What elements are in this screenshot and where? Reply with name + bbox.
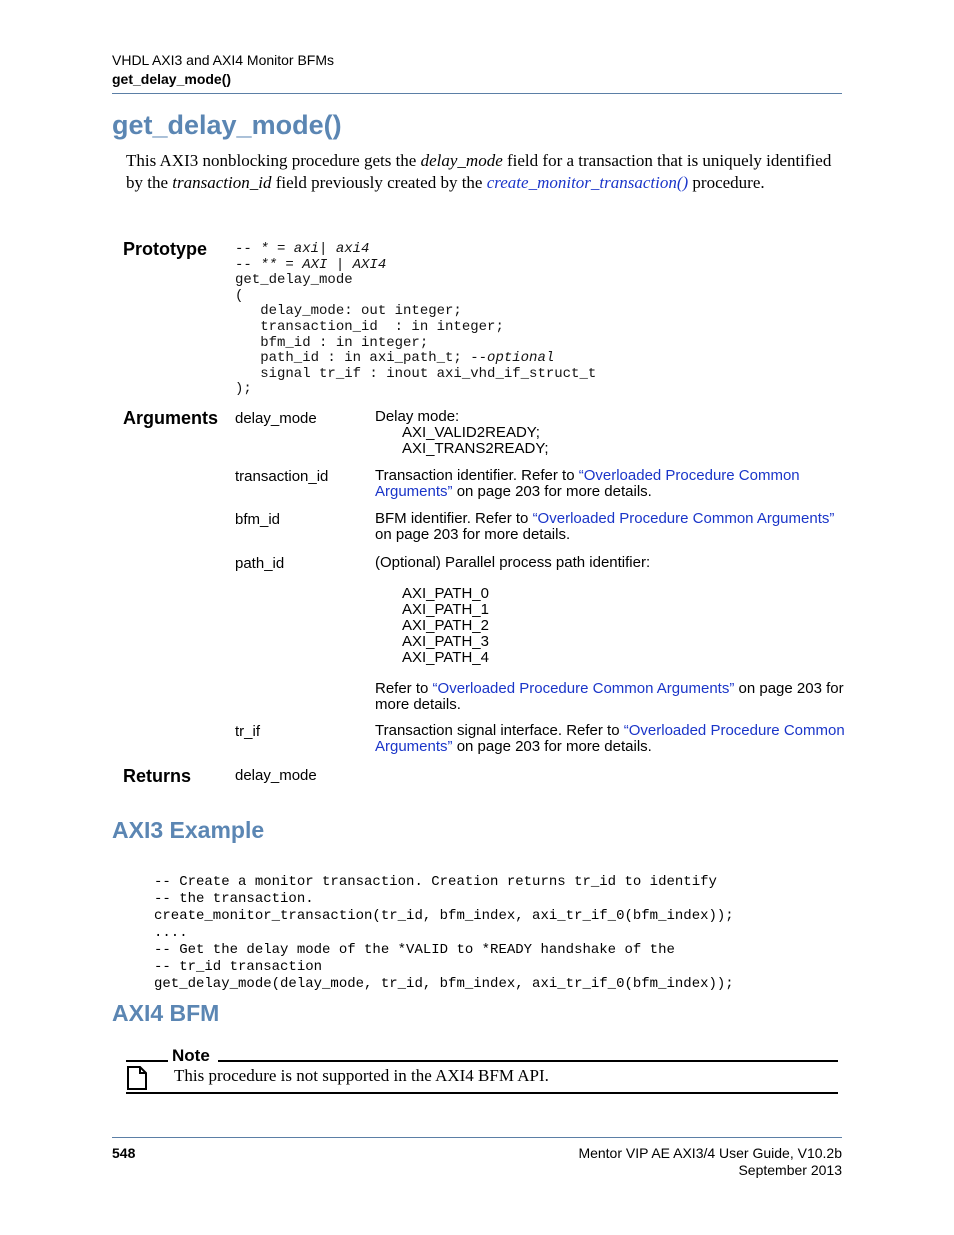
arg-text: Transaction identifier. Refer to bbox=[375, 467, 579, 484]
delay-mode-desc: Delay mode: bbox=[375, 408, 460, 425]
arg-name-transaction-id: transaction_id bbox=[235, 468, 329, 485]
arg-desc-bfm-id bbox=[375, 511, 845, 543]
prototype-close-paren: ); bbox=[235, 381, 252, 398]
arg-name-delay-mode: delay_mode bbox=[235, 410, 317, 427]
path-value: AXI_PATH_2 bbox=[402, 617, 489, 634]
example-code-line: get_delay_mode(delay_mode, tr_id, bfm_index, axi_tr_if_0(bfm_index)); bbox=[154, 976, 734, 992]
note-top-rule-left bbox=[126, 1060, 168, 1062]
overloaded-args-link[interactable]: “Overloaded Procedure Common Arguments” bbox=[532, 510, 835, 527]
arg-text: on page 203 for more details. bbox=[452, 738, 652, 755]
arg-desc-path-id bbox=[375, 555, 845, 713]
delay-mode-value: AXI_TRANS2READY; bbox=[402, 440, 549, 457]
arg-name-tr-if: tr_if bbox=[235, 723, 261, 740]
prototype-procedure-name: get_delay_mode bbox=[235, 272, 353, 289]
overloaded-args-link[interactable]: “Overloaded Procedure Common Arguments” bbox=[375, 722, 845, 755]
arg-desc-delay-mode bbox=[375, 409, 845, 457]
path-id-code: path_id : in axi_path_t; -- bbox=[235, 350, 488, 367]
arg-desc-tr-if bbox=[375, 723, 845, 755]
arg-text: Transaction signal interface. Refer to bbox=[375, 722, 624, 739]
prototype-param-tr-if: signal tr_if : inout axi_vhd_if_struct_t bbox=[235, 365, 597, 382]
running-header-section: VHDL AXI3 and AXI4 Monitor BFMs bbox=[112, 52, 335, 68]
arg-text: on page 203 for more details. bbox=[375, 526, 571, 543]
note-top-rule-right bbox=[218, 1060, 838, 1062]
header-rule bbox=[112, 93, 842, 94]
prototype-param-delay-mode: delay_mode: out integer; bbox=[235, 303, 462, 320]
arg-name-bfm-id: bfm_id bbox=[235, 511, 281, 528]
intro-paragraph bbox=[126, 150, 842, 194]
axi3-example-code bbox=[154, 857, 734, 1010]
arg-text: on page 203 for more details. bbox=[452, 483, 652, 500]
intro-field-transaction-id: transaction_id bbox=[172, 173, 272, 192]
returns-label: Returns bbox=[123, 766, 192, 786]
intro-field-delay-mode: delay_mode bbox=[420, 151, 503, 170]
prototype-param-bfm-id: bfm_id : in integer; bbox=[235, 334, 429, 351]
overloaded-args-link[interactable]: “Overloaded Procedure Common Arguments” bbox=[432, 680, 735, 697]
prototype-open-paren: ( bbox=[235, 287, 244, 304]
axi3-example-heading: AXI3 Example bbox=[112, 817, 265, 843]
arg-name-path-id: path_id bbox=[235, 555, 285, 572]
path-id-desc: (Optional) Parallel process path identifier: bbox=[375, 554, 651, 571]
example-code-line: -- tr_id transaction bbox=[154, 959, 323, 975]
path-value: AXI_PATH_0 bbox=[402, 585, 489, 602]
intro-text: This AXI3 nonblocking procedure gets the bbox=[126, 151, 421, 170]
arg-text: on page 203 for more details. bbox=[375, 680, 844, 713]
page-title: get_delay_mode() bbox=[112, 110, 342, 140]
note-box bbox=[126, 1044, 838, 1096]
intro-text: procedure. bbox=[688, 173, 765, 192]
example-code-line: -- Get the delay mode of the *VALID to *READY handshake of the bbox=[154, 942, 675, 958]
note-text: This procedure is not supported in the AXI4 BFM API. bbox=[174, 1066, 549, 1085]
footer-date: September 2013 bbox=[738, 1162, 842, 1178]
arg-text: Refer to bbox=[375, 680, 433, 697]
running-header-topic: get_delay_mode() bbox=[112, 71, 232, 87]
footer-info bbox=[578, 1145, 842, 1179]
prototype-param-path-id bbox=[235, 351, 596, 367]
path-id-refer bbox=[375, 681, 845, 713]
overloaded-args-link[interactable]: “Overloaded Procedure Common Arguments” bbox=[375, 467, 800, 500]
example-code-line: .... bbox=[154, 925, 188, 941]
arg-desc-transaction-id bbox=[375, 468, 845, 500]
delay-mode-value: AXI_VALID2READY; bbox=[402, 424, 540, 441]
prototype-label: Prototype bbox=[123, 239, 208, 259]
note-label: Note bbox=[172, 1046, 210, 1065]
intro-text: field previously created by the bbox=[271, 173, 487, 192]
note-bottom-rule bbox=[126, 1092, 838, 1094]
axi4-bfm-heading: AXI4 BFM bbox=[112, 1000, 220, 1026]
path-value: AXI_PATH_1 bbox=[402, 601, 489, 618]
prototype-comment-1: -- * = axi| axi4 bbox=[235, 241, 370, 257]
prototype-code bbox=[235, 242, 596, 398]
example-code-line: -- the transaction. bbox=[154, 891, 314, 907]
create-monitor-transaction-link[interactable]: create_monitor_transaction() bbox=[486, 173, 689, 192]
example-code-line: create_monitor_transaction(tr_id, bfm_index, axi_tr_if_0(bfm_index)); bbox=[154, 908, 734, 924]
arg-text: BFM identifier. Refer to bbox=[375, 510, 533, 527]
arguments-label: Arguments bbox=[123, 408, 219, 428]
prototype-param-transaction-id: transaction_id : in integer; bbox=[235, 318, 504, 335]
path-value: AXI_PATH_3 bbox=[402, 633, 489, 650]
path-value: AXI_PATH_4 bbox=[402, 649, 489, 666]
footer-rule bbox=[112, 1137, 842, 1138]
intro-text: field for a transaction that is uniquely identified by the bbox=[126, 151, 832, 192]
returns-value: delay_mode bbox=[235, 767, 317, 784]
example-code-line: -- Create a monitor transaction. Creation returns tr_id to identify bbox=[154, 874, 717, 890]
optional-comment: optional bbox=[487, 350, 555, 367]
page-number: 548 bbox=[112, 1145, 136, 1161]
footer-guide-title: Mentor VIP AE AXI3/4 User Guide, V10.2b bbox=[578, 1145, 842, 1161]
prototype-comment-2: -- ** = AXI | AXI4 bbox=[235, 256, 387, 273]
